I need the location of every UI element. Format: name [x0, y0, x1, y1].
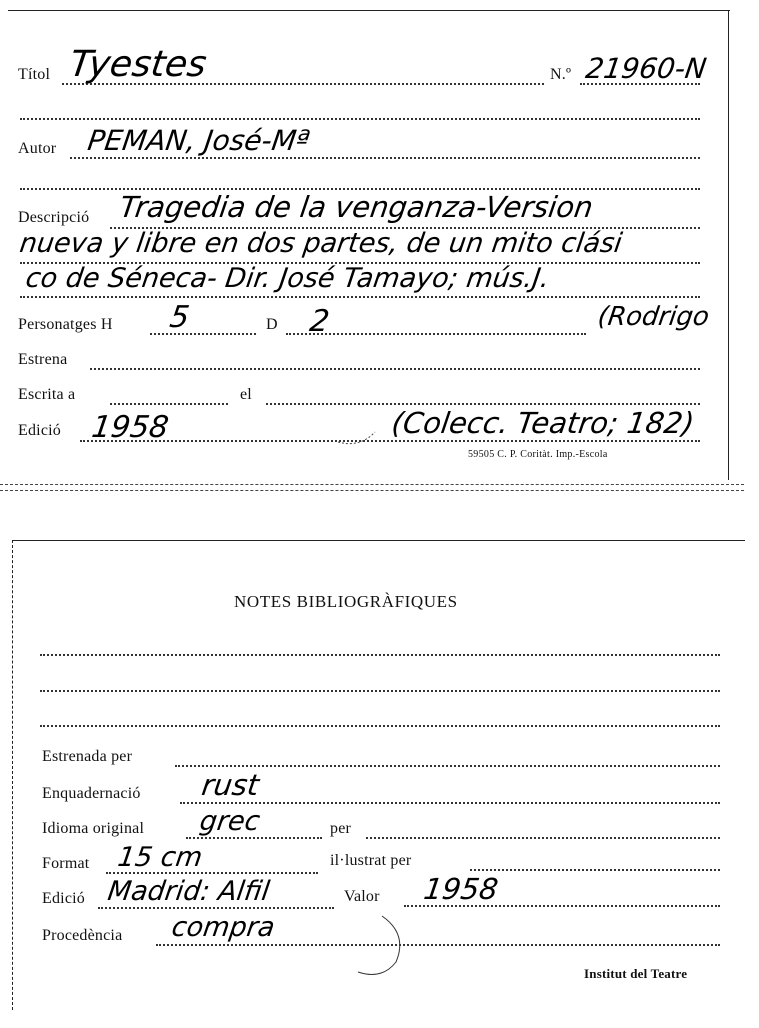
author-value: PEMAN, José-Mª — [85, 124, 312, 157]
cut-line — [0, 490, 744, 491]
premiere-line — [90, 368, 700, 370]
notes-line-2 — [40, 690, 720, 692]
title-label: Títol — [18, 66, 51, 83]
card-left-border — [12, 540, 13, 1010]
description-line-2-text: nueva y libre en dos partes, de un mito clási — [17, 228, 625, 259]
card-right-border — [728, 10, 729, 480]
punch-hole-mark — [330, 388, 380, 448]
author-label: Autor — [18, 140, 57, 157]
translator-line — [366, 837, 720, 839]
characters-d-line — [286, 333, 586, 335]
institution-footer: Institut del Teatre — [584, 966, 688, 981]
edition-note: (Colecc. Teatro; 182) — [389, 406, 697, 440]
card-top-border — [8, 10, 730, 11]
description-line-3-text: co de Séneca- Dir. José Tamayo; mús.J. — [23, 263, 552, 294]
characters-h-value: 5 — [167, 300, 192, 335]
provenance-line — [156, 944, 720, 946]
written-el-label: el — [240, 386, 252, 403]
characters-d-label: D — [266, 316, 278, 333]
characters-extra: (Rodrigo — [595, 302, 712, 332]
cut-line — [0, 484, 744, 485]
written-label: Escrita a — [18, 386, 76, 403]
characters-d-value: 2 — [307, 304, 332, 339]
notes-line-3 — [40, 725, 720, 727]
notes-line-1 — [40, 654, 720, 656]
description-line-1-text: Tragedia de la venganza-Version — [117, 190, 596, 224]
value-label: Valor — [344, 888, 380, 905]
description-label: Descripció — [18, 209, 90, 226]
edition2-label: Edició — [42, 890, 85, 907]
punch-hole-mark — [342, 910, 412, 980]
provenance-value: compra — [169, 912, 277, 943]
premiere-label: Estrena — [18, 351, 68, 368]
language-value: grec — [197, 806, 262, 837]
author-line — [70, 157, 700, 159]
provenance-label: Procedència — [42, 927, 123, 944]
format-value: 15 cm — [115, 842, 205, 873]
characters-h-line — [150, 333, 256, 335]
premiered-by-label: Estrenada per — [42, 748, 133, 765]
edition-label: Edició — [18, 422, 61, 439]
card-top-border — [12, 540, 745, 541]
separator-line — [20, 118, 700, 120]
notes-heading: NOTES BIBLIOGRÀFIQUES — [234, 592, 458, 611]
description-line-3 — [20, 296, 700, 298]
language-label: Idioma original — [42, 820, 145, 837]
edition-year: 1958 — [89, 410, 171, 445]
translator-label: per — [330, 820, 352, 837]
language-line — [186, 837, 322, 839]
number-value: 21960-N — [583, 52, 709, 85]
illustrated-label: il·lustrat per — [330, 852, 412, 869]
edition2-line — [98, 907, 334, 909]
illustrated-line — [470, 869, 720, 871]
premiered-by-line — [175, 765, 720, 767]
format-label: Format — [42, 855, 90, 872]
number-label: N.º — [550, 66, 572, 83]
edition2-value: Madrid: Alfil — [105, 876, 272, 907]
binding-label: Enquadernació — [42, 785, 141, 802]
binding-value: rust — [199, 768, 262, 802]
title-value: Tyestes — [67, 44, 209, 85]
binding-line — [180, 802, 720, 804]
edition-line — [80, 440, 700, 442]
written-place-line — [110, 403, 228, 405]
printer-imprint: 59505 C. P. Coritàt. Imp.-Escola — [468, 449, 608, 460]
characters-label: Personatges H — [18, 316, 113, 333]
value-value: 1958 — [421, 872, 501, 906]
